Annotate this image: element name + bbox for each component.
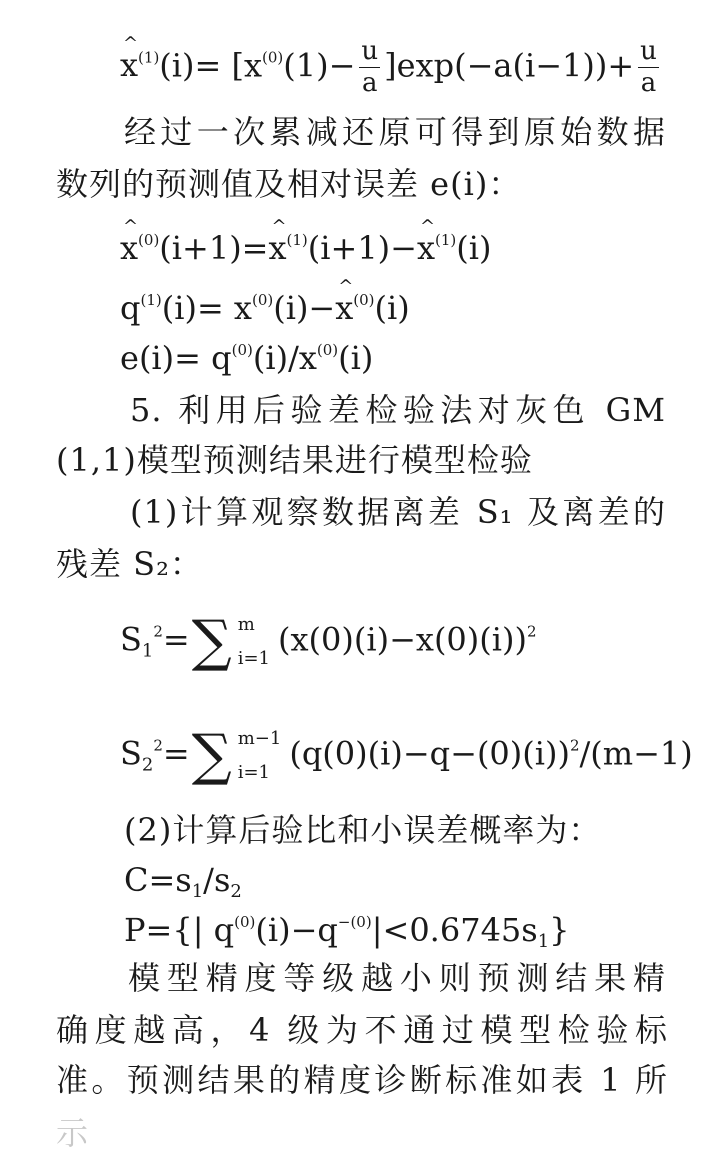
sum-symbol-1: ∑	[191, 609, 232, 675]
equation-4: $e(i)= q^{(0)}(i)/x^{(0)}(i)$	[120, 339, 374, 377]
fraction-u-a: $\frac{u}{a}$	[361, 36, 379, 99]
equation-s2: $S_2^2=\sum$ m−1 i=1 $(q(0)(i)-q-(0)(i))^2/(m-1)$	[120, 722, 693, 790]
equation-p: P={| $q^{(0)}(i)-q^{-(0)}|<0.6745s_1$}	[124, 911, 570, 952]
paragraph-1-line-1: 经过一次累减还原可得到原始数据	[124, 113, 666, 151]
equation-2: ^ $x^{(0)}(i+1)=\^{}$ $x^{(1)}(i+1)-\^{}$ $x^{(1)}(i)$	[120, 232, 491, 264]
paragraph-3-line-1: (1)计算观察数据离差 S₁ 及离差的	[130, 493, 666, 531]
equation-s1: $S_1^2=\sum$ m i=1 $(x(0)(i)-x(0)(i))^2$	[120, 608, 537, 676]
paragraph-3-line-2: 残差 S₂：	[56, 545, 203, 583]
sum-symbol-2: ∑	[191, 723, 232, 789]
paragraph-5-line-1: 模型精度等级越小则预测结果精	[128, 959, 666, 997]
fraction-u-a-2: $\frac{u}{a}$	[640, 36, 657, 99]
sum-limits-2: m−1 i=1	[237, 728, 282, 784]
paragraph-4-line-1: (2)计算后验比和小误差概率为：	[124, 811, 602, 849]
sum-limits-1: m i=1	[237, 614, 271, 670]
paragraph-2-line-1: 5. 利用后验差检验法对灰色 GM	[130, 391, 666, 429]
paragraph-5-line-3: 准。预测结果的精度诊断标准如表 1 所	[56, 1061, 668, 1099]
paragraph-5-line-2: 确度越高，4 级为不通过模型检验标	[56, 1011, 668, 1049]
equation-3: $q^{(1)}(i)=$ $x^{(0)}(i)-\^{}$ $x^{(0)}(i)$	[120, 292, 410, 324]
equation-c: $C=s_1/s_2$	[124, 861, 242, 902]
equation-1: ^ $x^{(1)}(i)= [x^{(0)}(1)-$ $\frac{u}{a}$ ]exp(−a(i−1))+ $\frac{u}{a}$	[120, 38, 663, 98]
x-hat-symbol: ^ x	[120, 49, 138, 81]
paragraph-1-line-2: 数列的预测值及相对误差 e(i)：	[56, 165, 522, 203]
paragraph-5-line-4: 示	[56, 1114, 89, 1152]
paragraph-2-line-2: (1,1)模型预测结果进行模型检验	[56, 441, 533, 479]
